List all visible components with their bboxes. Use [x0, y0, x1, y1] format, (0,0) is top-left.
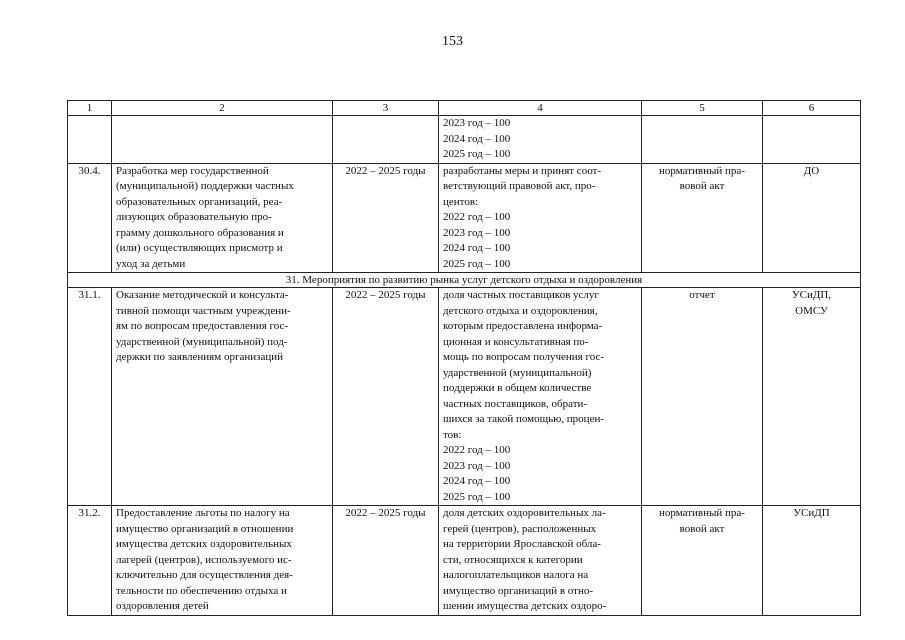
text-line: доля детских оздоровительных ла- — [443, 507, 606, 519]
text-line: сти, относящихся к категории — [443, 553, 583, 566]
cell-activity — [112, 116, 333, 164]
text-line: частных поставщиков, обрати- — [443, 397, 588, 410]
text-line: ветствующий правовой акт, про- — [443, 180, 596, 192]
header-row — [68, 101, 861, 116]
text-line: ударственной (муниципальной) — [443, 366, 592, 379]
text-line: оздоровления детей — [116, 600, 209, 612]
cell-executor — [763, 506, 861, 616]
text-line: детского отдыха и оздоровления, — [443, 304, 598, 317]
table-row-31-1 — [68, 288, 861, 506]
text-line: 2025 год – 100 — [443, 148, 511, 160]
text-line: уход за детьми — [116, 257, 186, 270]
text-line: поддержки в общем количестве — [443, 382, 592, 394]
text-line: тов: — [443, 428, 462, 441]
cell-executor — [763, 163, 861, 273]
text-line: 2023 год – 100 — [443, 117, 511, 129]
text-line: тивной помощи частным учреждени- — [116, 304, 291, 317]
text-line: лизующих образовательную про- — [116, 211, 272, 223]
cell-result — [642, 163, 763, 273]
text-line: имущество организаций в отно- — [443, 584, 593, 597]
text-line: имущество организаций в отношении — [116, 522, 294, 535]
cell-indicator — [439, 506, 642, 616]
cell-num: 31.1. — [68, 288, 112, 506]
text-line: Предоставление льготы по налогу на — [116, 507, 290, 519]
cell-period: 2022 – 2025 годы — [333, 288, 439, 506]
text-line: Оказание методической и консульта- — [116, 289, 289, 301]
cell-period: 2022 – 2025 годы — [333, 506, 439, 616]
text-line: 2025 год – 100 — [443, 490, 511, 503]
text-line: ударственной (муниципальной) под- — [116, 335, 288, 348]
text-line: вовой акт — [679, 522, 725, 535]
text-line: лагерей (центров), используемого ис- — [116, 553, 292, 566]
header-cell: 2 — [112, 101, 333, 116]
text-line: грамму дошкольного образования и — [116, 226, 284, 239]
cell-executor — [763, 116, 861, 164]
table-row-30-4 — [68, 163, 861, 273]
text-line: ОМСУ — [795, 304, 828, 317]
text-line: УСиДП, — [791, 289, 832, 301]
text-line: мощь по вопросам получения гос- — [443, 351, 605, 363]
cell-activity — [112, 163, 333, 273]
text-line: ключительно для осуществления дея- — [116, 569, 293, 581]
text-line: 2023 год – 100 — [443, 226, 511, 239]
table-row-continuation — [68, 116, 861, 164]
text-line: 2024 год – 100 — [443, 132, 511, 145]
section-title: 31. Мероприятия по развитию рынка услуг детского отдыха и оздоровления — [68, 273, 861, 288]
text-line: 2025 год – 100 — [443, 257, 511, 270]
text-line: ДО — [803, 164, 820, 177]
header-cell: 4 — [439, 101, 642, 116]
cell-activity — [112, 288, 333, 506]
text-line: тельности по обеспечению отдыха и — [116, 584, 287, 597]
cell-activity — [112, 506, 333, 616]
cell-indicator — [439, 163, 642, 273]
text-line: держки по заявлениям организаций — [116, 351, 284, 363]
text-line: вовой акт — [679, 180, 725, 192]
text-line: имущества детских оздоровительных — [116, 538, 292, 550]
text-line: 2024 год – 100 — [443, 242, 511, 254]
page-number: 153 — [442, 34, 463, 49]
text-line: (или) осуществляющих присмотр и — [116, 242, 283, 254]
cell-num — [68, 116, 112, 164]
cell-num: 30.4. — [68, 163, 112, 273]
text-line: ям по вопросам предоставления гос- — [116, 320, 289, 332]
text-line: УСиДП — [793, 507, 830, 519]
cell-executor — [763, 288, 861, 506]
cell-result — [642, 506, 763, 616]
text-line: налогоплательщиков налога на — [443, 569, 589, 581]
header-cell: 1 — [68, 101, 112, 116]
table-row-31-2 — [68, 506, 861, 616]
text-line: отчет — [689, 289, 715, 301]
text-line: шихся за такой помощью, процен- — [443, 413, 605, 425]
cell-indicator — [439, 288, 642, 506]
text-line: нормативный пра- — [659, 507, 745, 519]
text-line: доля частных поставщиков услуг — [443, 289, 599, 301]
text-line: которым предоставлена информа- — [443, 320, 603, 332]
cell-num: 31.2. — [68, 506, 112, 616]
text-line: 2022 год – 100 — [443, 211, 511, 223]
text-line: разработаны меры и принят соот- — [443, 164, 602, 177]
text-line: герей (центров), расположенных — [443, 522, 597, 535]
cell-period: 2022 – 2025 годы — [333, 163, 439, 273]
text-line: образовательных организаций, реа- — [116, 195, 283, 208]
cell-result — [642, 288, 763, 506]
text-line: центов: — [443, 195, 479, 208]
text-line: (муниципальной) поддержки частных — [116, 180, 294, 192]
text-line: шении имущества детских оздоро- — [443, 600, 607, 612]
cell-period — [333, 116, 439, 164]
header-cell: 5 — [642, 101, 763, 116]
text-line: нормативный пра- — [659, 164, 745, 177]
text-line: Разработка мер государственной — [116, 164, 269, 177]
header-cell: 3 — [333, 101, 439, 116]
text-line: ционная и консультативная по- — [443, 335, 589, 348]
text-line: 2024 год – 100 — [443, 475, 511, 487]
text-line: на территории Ярославской обла- — [443, 538, 601, 550]
program-table — [67, 100, 861, 616]
cell-result — [642, 116, 763, 164]
text-line: 2022 год – 100 — [443, 444, 511, 456]
text-line: 2023 год – 100 — [443, 459, 511, 472]
header-cell: 6 — [763, 101, 861, 116]
cell-indicator — [439, 116, 642, 164]
section-row-31 — [68, 273, 861, 288]
